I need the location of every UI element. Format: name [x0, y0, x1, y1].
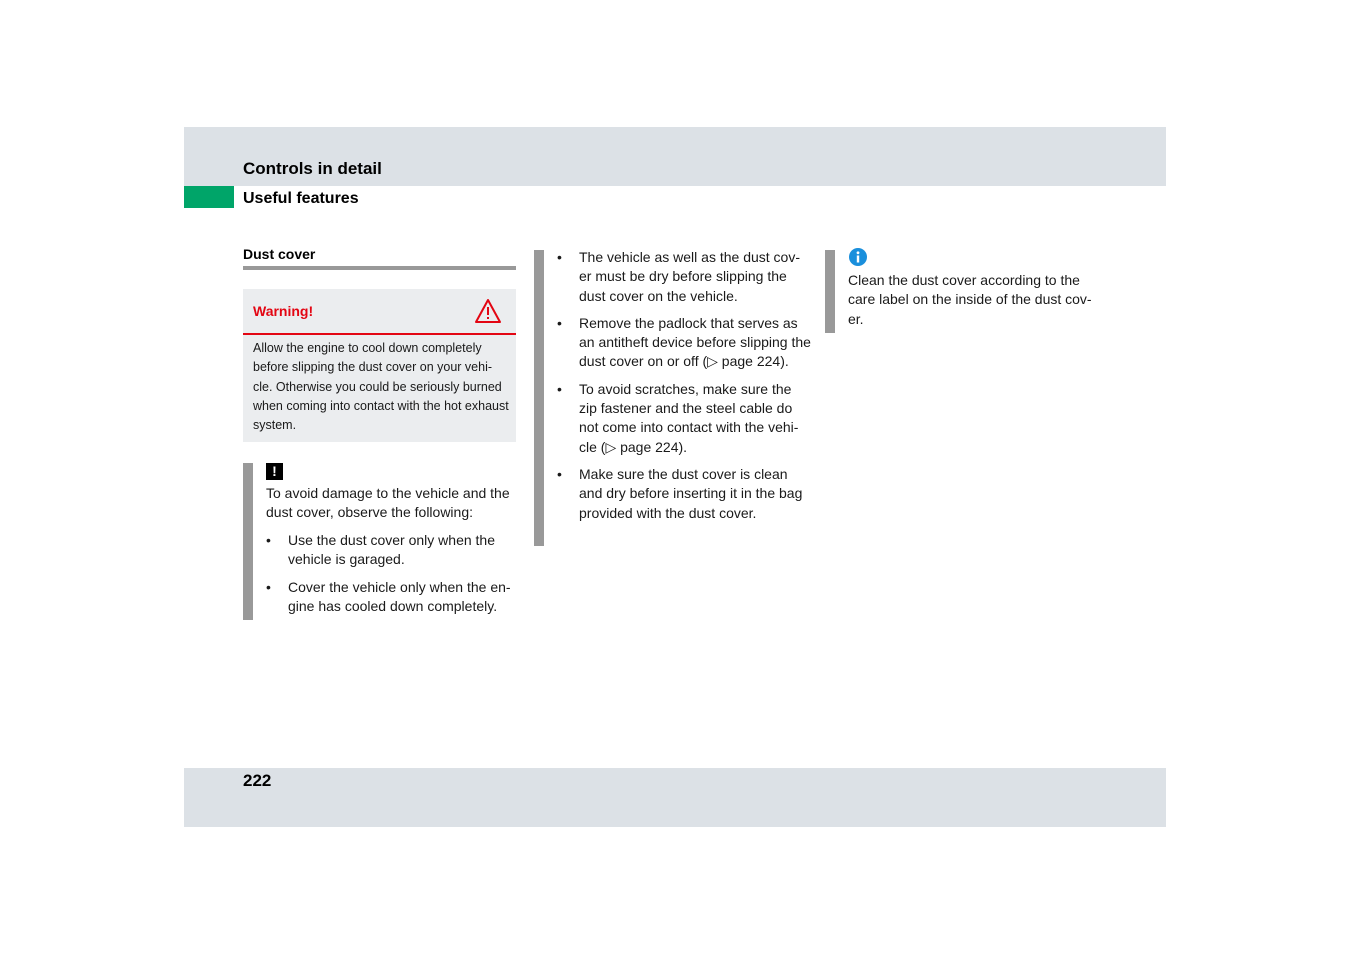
notice-side-bar	[243, 463, 253, 620]
list-item: • The vehicle as well as the dust cov-er must be dry before slipping the dust cover on the vehicle.	[557, 248, 812, 306]
notice-intro-text: To avoid damage to the vehicle and the dust cover, observe the following:	[266, 485, 510, 521]
list-item: • Make sure the dust cover is clean and dry before inserting it in the bag provided with the dust cover.	[557, 465, 812, 523]
subsection-title: Useful features	[243, 190, 359, 207]
list-item: • Use the dust cover only when the vehicle is garaged.	[266, 531, 521, 570]
section-marker-tab	[184, 186, 234, 208]
warning-header	[243, 289, 516, 335]
list-item: • Remove the padlock that serves as an antitheft device before slipping the dust cover on or off (▷ page 224).	[557, 314, 812, 372]
info-side-bar	[825, 250, 835, 333]
exclamation-icon: !	[266, 463, 283, 480]
list-item: • To avoid scratches, make sure the zip fastener and the steel cable do not come into contact with the vehi-cle (▷ page 224).	[557, 380, 812, 457]
warning-box	[243, 289, 516, 442]
info-icon	[849, 248, 867, 266]
column2-list	[557, 248, 812, 531]
section-title: Controls in detail	[243, 159, 382, 178]
warning-triangle-icon	[474, 298, 502, 324]
warning-label: Warning!	[253, 303, 314, 319]
topic-divider	[243, 266, 516, 270]
page-number: 222	[243, 771, 272, 790]
list-item: • Cover the vehicle only when the en-gine has cooled down completely.	[266, 578, 521, 617]
footer-band	[184, 768, 1166, 827]
topic-heading: Dust cover	[243, 246, 316, 262]
notice-list	[266, 531, 521, 624]
info-text: Clean the dust cover according to the care label on the inside of the dust cov-er.	[848, 272, 1092, 327]
column2-side-bar	[534, 250, 544, 546]
warning-text: Allow the engine to cool down completely before slipping the dust cover on your vehi-cle. Otherwise you could be seriously burned when coming into contact with the hot exhaust system.	[253, 341, 509, 433]
